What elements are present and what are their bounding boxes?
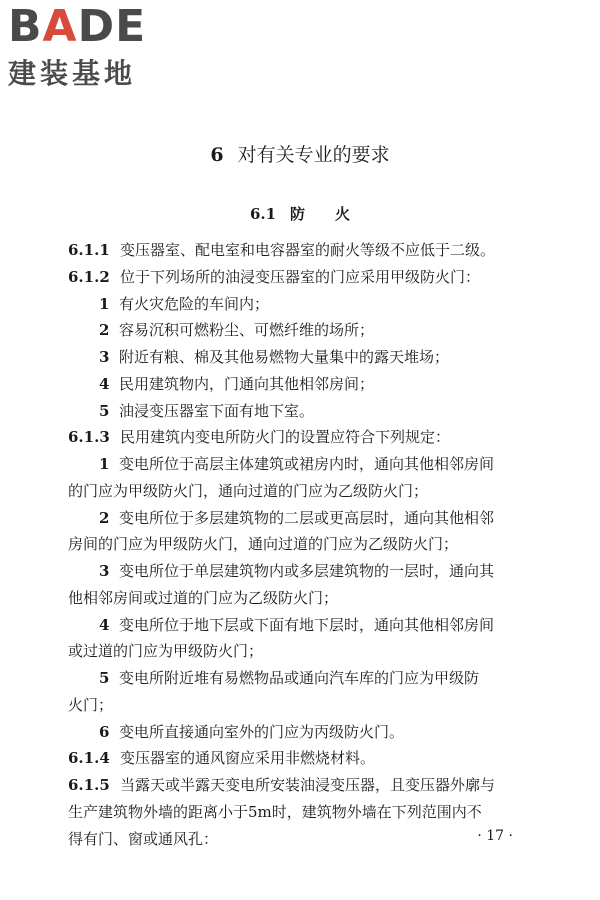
continuation-line: [68, 585, 515, 612]
line-text: 变电所位于单层建筑物内或多层建筑物的一层时，通向其: [119, 562, 495, 580]
line-text: 他相邻房间或过道的门应为乙级防火门；: [68, 588, 339, 607]
list-item-line: [68, 344, 515, 371]
list-item-line: [68, 558, 515, 585]
logo-letters-de: DE: [77, 1, 147, 52]
section-title: 防 火: [290, 205, 351, 223]
line-text: 房间的门应为甲级防火门，通向过道的门应为乙级防火门；: [68, 535, 459, 554]
logo-letter-a: A: [42, 1, 78, 52]
line-text: 或过道的门应为甲级防火门；: [68, 642, 264, 661]
line-text: 火门；: [68, 695, 114, 714]
clause-line: [68, 237, 515, 264]
line-text: 生产建筑物外墙的距离小于5m时，建筑物外墙在下列范围内不: [68, 802, 482, 821]
line-text: 民用建筑内变电所防火门的设置应符合下列规定：: [120, 428, 451, 447]
item-number: 4: [99, 374, 110, 393]
line-text: 当露天或半露天变电所安装油浸变压器，且变压器外廓与: [120, 776, 496, 794]
item-number: 2: [99, 321, 110, 340]
brand-logo: [8, 2, 178, 92]
item-number: 3: [99, 348, 110, 366]
line-text: 变电所位于高层主体建筑或裙房内时，通向其他相邻房间: [119, 455, 495, 473]
logo-subtitle: 建装基地: [8, 57, 137, 90]
list-item-line: [68, 317, 515, 344]
item-number: 1: [99, 294, 110, 313]
page-number: · 17 ·: [477, 828, 513, 844]
chapter-title: 对有关专业的要求: [237, 144, 390, 166]
item-number: 5: [99, 669, 110, 687]
list-item-line: [68, 612, 515, 639]
chapter-heading: [0, 140, 600, 170]
line-text: 容易沉积可燃粉尘、可燃纤维的场所；: [119, 321, 375, 340]
continuation-line: [68, 478, 515, 505]
clause-line: [68, 264, 515, 291]
item-number: 4: [99, 615, 110, 634]
clause-line: [68, 772, 515, 799]
line-text: 变电所直接通向室外的门应为丙级防火门。: [119, 722, 405, 741]
logo-wordmark: [8, 2, 178, 52]
clause-number: 6.1.3: [68, 428, 110, 447]
section-heading: [0, 201, 600, 227]
clause-line: [68, 424, 515, 451]
line-text: 变电所位于地下层或下面有地下层时，通向其他相邻房间: [119, 615, 495, 634]
line-text: 位于下列场所的油浸变压器室的门应采用甲级防火门：: [120, 267, 481, 286]
list-item-line: [68, 505, 515, 532]
list-item-line: [68, 665, 515, 692]
continuation-line: [68, 638, 515, 665]
list-item-line: [68, 451, 515, 478]
line-text: 附近有粮、棉及其他易燃物大量集中的露天堆场；: [119, 348, 450, 366]
continuation-line: [68, 826, 515, 853]
list-item-line: [68, 398, 515, 425]
logo-letter-b: B: [8, 1, 43, 52]
item-number: 3: [99, 562, 110, 580]
item-number: 5: [99, 401, 110, 420]
item-number: 2: [99, 508, 110, 527]
line-text: 民用建筑物内，门通向其他相邻房间；: [119, 374, 375, 393]
clause-line: [68, 745, 515, 772]
clause-number: 6.1.4: [68, 749, 110, 768]
clause-number: 6.1.1: [68, 241, 110, 259]
continuation-line: [68, 531, 515, 558]
list-item-line: [68, 291, 515, 318]
line-text: 变压器室的通风窗应采用非燃烧材料。: [120, 749, 376, 768]
line-text: 变电所位于多层建筑物的二层或更高层时，通向其他相邻: [119, 508, 495, 527]
line-text: 油浸变压器室下面有地下室。: [119, 401, 315, 420]
continuation-line: [68, 799, 515, 826]
list-item-line: [68, 371, 515, 398]
line-text: 得有门、窗或通风孔：: [68, 829, 219, 848]
line-text: 变电所附近堆有易燃物品或通向汽车库的门应为甲级防: [119, 669, 480, 687]
clause-number: 6.1.2: [68, 267, 110, 286]
body-text: [68, 237, 515, 852]
item-number: 6: [99, 722, 110, 741]
clause-number: 6.1.5: [68, 776, 110, 794]
list-item-line: [68, 719, 515, 746]
continuation-line: [68, 692, 515, 719]
line-text: 的门应为甲级防火门，通向过道的门应为乙级防火门；: [68, 481, 429, 500]
section-number: 6.1: [249, 205, 277, 223]
item-number: 1: [99, 455, 110, 473]
line-text: 有火灾危险的车间内；: [119, 294, 270, 313]
line-text: 变压器室、配电室和电容器室的耐火等级不应低于二级。: [120, 241, 496, 259]
chapter-number: 6: [210, 144, 224, 166]
